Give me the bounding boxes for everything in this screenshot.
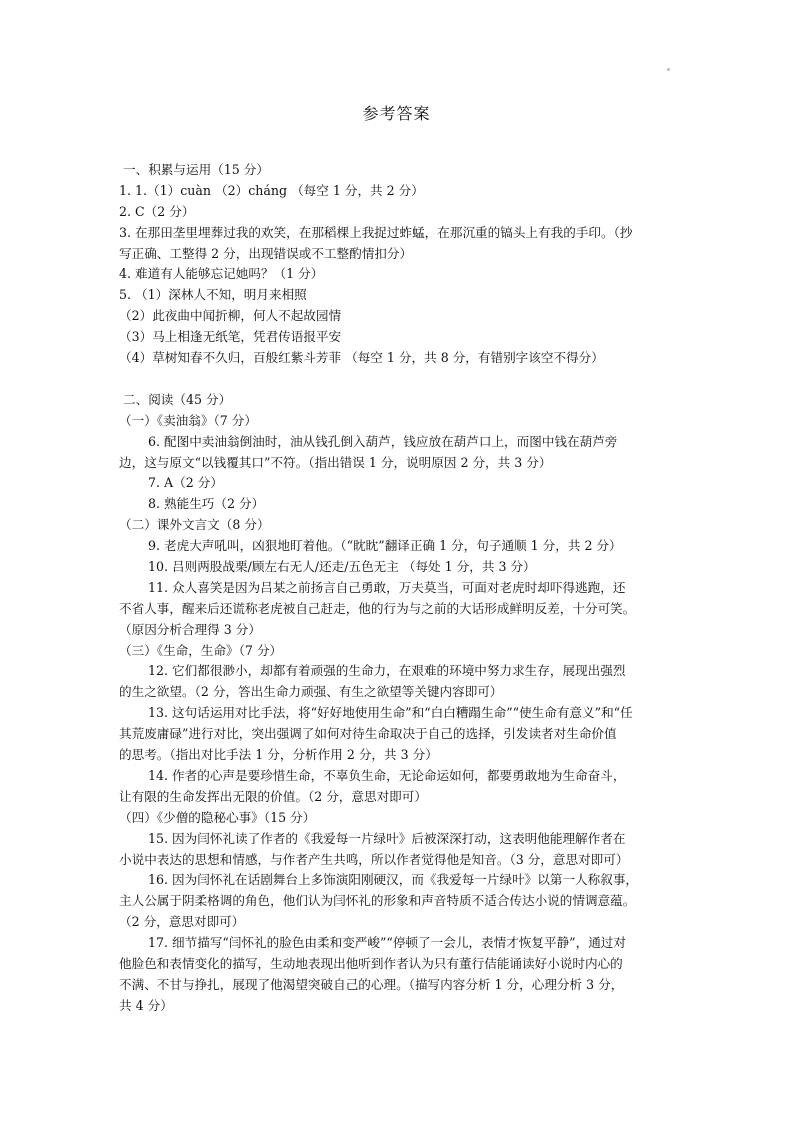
- page-title: 参考答案: [362, 104, 431, 123]
- section-heading: 二、阅读（45 分）: [123, 391, 232, 407]
- answer-line: 8. 熟能生巧（2 分）: [148, 496, 265, 512]
- answer-line: 5. （1）深林人不知，明月来相照: [119, 287, 307, 303]
- answer-body: [119, 160, 679, 1017]
- answer-line: 不满、不甘与挣扎，展现了他渴望突破自己的心理。（描写内容分析 1 分，心理分析 3 分，: [119, 976, 624, 992]
- answer-line: 1. 1.（1）cuàn （2）cháng （每空 1 分，共 2 分）: [119, 182, 424, 198]
- answer-line: 4. 难道有人能够忘记她吗？（1 分）: [119, 266, 324, 282]
- answer-line: 14. 作者的心声是要珍惜生命，不辜负生命，无论命运如何，都要勇敢地为生命奋斗，: [148, 767, 626, 783]
- answer-line: （二）课外文言文（8 分）: [119, 517, 270, 533]
- answer-line: 主人公属于阴柔格调的角色，他们认为闫怀礼的形象和声音特质不适合传达小说的情调意蕴。: [119, 893, 636, 909]
- section-spacer: [119, 369, 679, 390]
- answer-line: 不省人事，醒来后还谎称老虎被自己赶走，他的行为与之前的大话形成鲜明反差，十分可笑。: [119, 600, 636, 616]
- answer-line: （三）《生命，生命》（7 分）: [119, 642, 283, 658]
- answer-line: 3. 在那田垄里埋葬过我的欢笑，在那稻棵上我捉过蚱蜢，在那沉重的镐头上有我的手印。（抄: [119, 224, 633, 240]
- answer-line: （4）草树知春不久归，百般红紫斗芳菲 （每空 1 分，共 8 分，有错别字该空不得分）: [119, 350, 604, 366]
- scan-speck: [667, 68, 670, 71]
- answer-line: （2 分，意思对即可）: [119, 914, 245, 930]
- answer-line: （原因分析合理得 3 分）: [119, 621, 261, 637]
- answer-line: 17. 细节描写“闫怀礼的脸色由柔和变严峻”“停顿了一会儿，表情才恢复平静”，通过对: [148, 935, 626, 951]
- answer-line: 7. A（2 分）: [148, 475, 223, 491]
- answer-line: （3）马上相逢无纸笔，凭君传语报平安: [119, 329, 342, 345]
- answer-line: 2. C（2 分）: [119, 203, 195, 219]
- answer-line: （四）《少僧的隐秘心事》（15 分）: [119, 809, 316, 825]
- answer-line: 10. 吕则两股战栗/顾左右无人/还走/五色无主 （每处 1 分，共 3 分）: [148, 559, 536, 575]
- answer-line: 他脸色和表情变化的描写，生动地表现出他听到作者认为只有董行佶能诵读好小说时内心的: [119, 955, 623, 971]
- answer-line: 的思考。（指出对比手法 1 分，分析作用 2 分，共 3 分）: [119, 747, 438, 763]
- answer-line: （2）此夜曲中闻折柳，何人不起故园情: [119, 308, 342, 324]
- answer-line: 6. 配图中卖油翁倒油时，油从钱孔倒入葫芦，钱应放在葫芦口上，而图中钱在葫芦旁: [148, 433, 618, 449]
- answer-line: 9. 老虎大声吼叫，凶狠地盯着他。（“眈眈”翻译正确 1 分，句子通顺 1 分，共 2 分）: [148, 538, 622, 554]
- answer-line: 让有限的生命发挥出无限的价值。（2 分，意思对即可）: [119, 788, 427, 804]
- answer-line: 16. 因为闫怀礼在话剧舞台上多饰演阳刚硬汉，而《我爱每一片绿叶》以第一人称叙事，: [148, 872, 639, 888]
- answer-line: 其荒废庸碌”进行对比，突出强调了如何对待生命取决于自己的选择，引发读者对生命价值: [119, 726, 617, 742]
- answer-line: 12. 它们都很渺小，却都有着顽强的生命力，在艰难的环境中努力求生存，展现出强烈: [148, 663, 626, 679]
- answer-line: 写正确、工整得 2 分，出现错误或不工整酌情扣分）: [119, 245, 413, 261]
- answer-line: 15. 因为闫怀礼读了作者的《我爱每一片绿叶》后被深深打动，这表明他能理解作者在: [148, 830, 626, 846]
- answer-line: （一）《卖油翁》（7 分）: [119, 412, 257, 428]
- answer-line: 共 4 分）: [119, 997, 173, 1013]
- answer-line: 13. 这句话运用对比手法，将“好好地使用生命”和“白白糟蹋生命”“使生命有意义”和“任: [148, 705, 633, 721]
- answer-line: 小说中表达的思想和情感，与作者产生共鸣，所以作者觉得他是知音。（3 分，意思对即可）: [119, 851, 629, 867]
- answer-line: 边，这与原文“以钱覆其口”不符。（指出错误 1 分，说明原因 2 分，共 3 分）: [119, 454, 552, 470]
- answer-line: 11. 众人喜笑是因为吕某之前扬言自己勇敢，万夫莫当，可面对老虎时却吓得逃跑，还: [148, 579, 626, 595]
- section-heading: 一、积累与运用（15 分）: [123, 162, 269, 177]
- answer-line: 的生之欲望。（2 分，答出生命力顽强、有生之欲望等关键内容即可）: [119, 684, 503, 700]
